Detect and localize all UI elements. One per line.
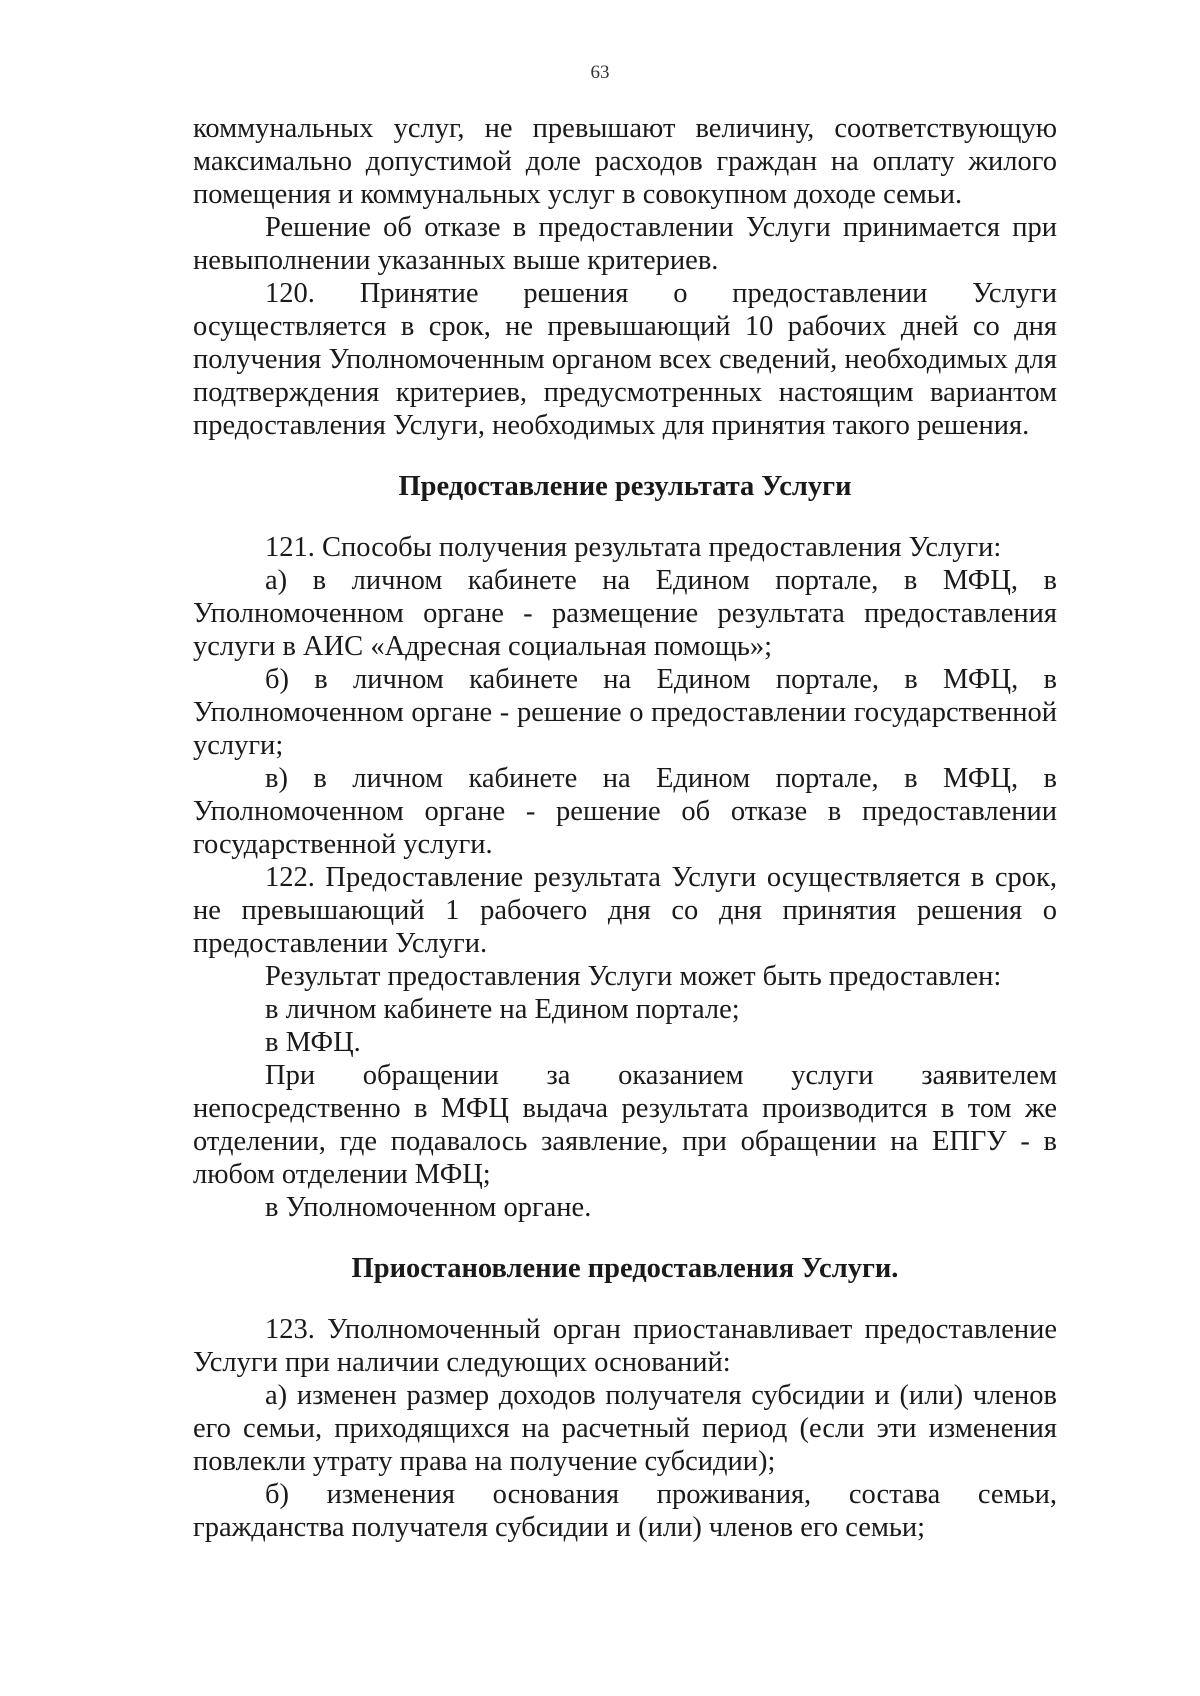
paragraph-121: 121. Способы получения результата предоставления Услуги: [265, 532, 1002, 563]
page-number: 63 [590, 62, 610, 83]
document-body [193, 112, 1057, 1544]
list-item-portal: в личном кабинете на Едином портале; [265, 994, 740, 1025]
list-item-123-a: а) изменен размер доходов получателя субсидии и (или) членов его семьи, приходящихся на расчетный период (если эти изменения повлекли утрату права на получение субсидии); [193, 1380, 1057, 1477]
list-item-121-c: в) в личном кабинете на Едином портале, в МФЦ, в Уполномоченном органе - решение об отказе в предоставлении государственной услуги. [193, 763, 1057, 860]
paragraph-continuation: коммунальных услуг, не превышают величину, соответствующую максимально допустимой доле расходов граждан на оплату жилого помещения и коммунальных услуг в совокупном доходе семьи. [193, 113, 1057, 210]
paragraph-result-ways: Результат предоставления Услуги может быть предоставлен: [265, 961, 1002, 992]
paragraph-122: 122. Предоставление результата Услуги осуществляется в срок, не превышающий 1 рабочего дня со дня принятия решения о предоставлении Услуги. [193, 862, 1057, 959]
section-heading-result: Предоставление результата Услуги [398, 471, 852, 502]
paragraph-refusal: Решение об отказе в предоставлении Услуги принимается при невыполнении указанных выше критериев. [193, 212, 1057, 276]
paragraph-120: 120. Принятие решения о предоставлении Услуги осуществляется в срок, не превышающий 10 рабочих дней со дня получения Уполномоченным органом всех сведений, необходимых для подтверждения критериев, предусмотренных настоящим вариантом предоставления Услуги, необходимых для принятия такого решения. [193, 278, 1057, 441]
paragraph-mfc-issue: При обращении за оказанием услуги заявителем непосредственно в МФЦ выдача результата производится в том же отделении, где подавалось заявление, при обращении на ЕПГУ - в любом отделении МФЦ; [193, 1060, 1057, 1190]
list-item-mfc: в МФЦ. [265, 1027, 361, 1058]
section-heading-suspension: Приостановление предоставления Услуги. [351, 1253, 899, 1284]
list-item-authority: в Уполномоченном органе. [265, 1192, 592, 1223]
list-item-121-a: а) в личном кабинете на Едином портале, в МФЦ, в Уполномоченном органе - размещение результата предоставления услуги в АИС «Адресная социальная помощь»; [193, 565, 1057, 662]
list-item-123-b: б) изменения основания проживания, состава семьи, гражданства получателя субсидии и (или) членов его семьи; [193, 1479, 1057, 1543]
list-item-121-b: б) в личном кабинете на Едином портале, в МФЦ, в Уполномоченном органе - решение о предоставлении государственной услуги; [193, 664, 1057, 761]
paragraph-123: 123. Уполномоченный орган приостанавливает предоставление Услуги при наличии следующих оснований: [193, 1314, 1057, 1378]
